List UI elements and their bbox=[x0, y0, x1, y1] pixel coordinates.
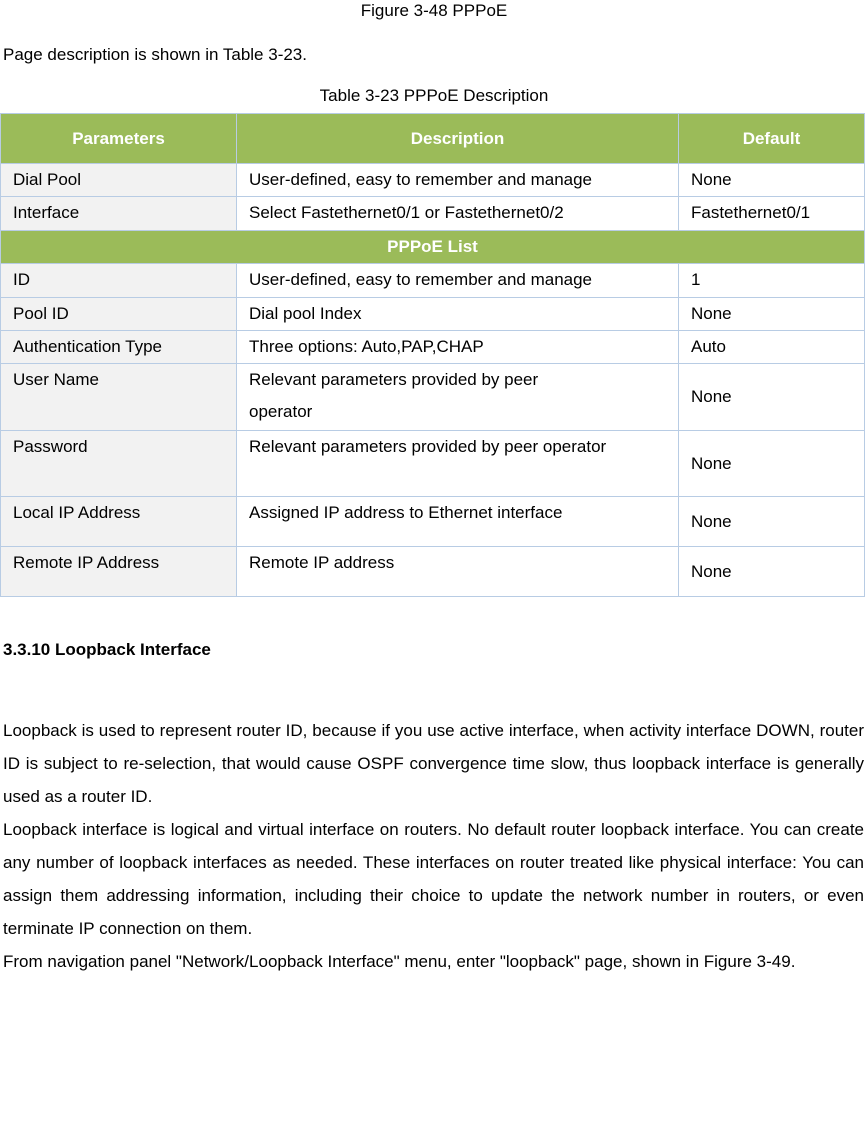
param-cell: User Name bbox=[1, 364, 237, 431]
default-cell: None bbox=[679, 364, 865, 431]
param-cell: Authentication Type bbox=[1, 331, 237, 364]
param-cell: Local IP Address bbox=[1, 497, 237, 547]
param-cell: Pool ID bbox=[1, 298, 237, 331]
description-cell: Dial pool Index bbox=[237, 298, 679, 331]
default-cell: None bbox=[679, 298, 865, 331]
paragraph: Loopback is used to represent router ID, because if you use active interface, when activity interface DOWN, router ID is subject to re-selection, that would cause OSPF convergence time slow, thus loopback interface is generally used as a router ID. bbox=[3, 721, 864, 806]
body-text bbox=[3, 714, 864, 978]
description-cell: Three options: Auto,PAP,CHAP bbox=[237, 331, 679, 364]
default-cell: None bbox=[679, 431, 865, 497]
paragraph: Loopback interface is logical and virtual interface on routers. No default router loopback interface. You can create any number of loopback interfaces as needed. These interfaces on router treated like physical interface: You can assign them addressing information, including their choice to update the network number in routers, or even terminate IP connection on them. bbox=[3, 820, 864, 938]
param-cell: Dial Pool bbox=[1, 164, 237, 197]
header-default: Default bbox=[679, 114, 865, 164]
description-cell: User-defined, easy to remember and manage bbox=[237, 264, 679, 298]
section-pppoe-list: PPPoE List bbox=[1, 231, 865, 264]
default-cell: None bbox=[679, 547, 865, 597]
table-caption: Table 3-23 PPPoE Description bbox=[319, 86, 549, 105]
pppoe-description-table bbox=[0, 113, 865, 597]
description-cell: Relevant parameters provided by peer operator bbox=[237, 431, 679, 497]
default-cell: None bbox=[679, 164, 865, 197]
table-row bbox=[1, 497, 865, 547]
section-row bbox=[1, 231, 865, 264]
table-row bbox=[1, 431, 865, 497]
default-cell: 1 bbox=[679, 264, 865, 298]
section-heading: 3.3.10 Loopback Interface bbox=[3, 640, 211, 659]
param-cell: Password bbox=[1, 431, 237, 497]
description-cell: Relevant parameters provided by peer operator bbox=[237, 364, 679, 431]
description-cell: Select Fastethernet0/1 or Fastethernet0/2 bbox=[237, 197, 679, 231]
intro-text: Page description is shown in Table 3-23. bbox=[3, 45, 307, 64]
default-cell: Auto bbox=[679, 331, 865, 364]
param-cell: Interface bbox=[1, 197, 237, 231]
table-row bbox=[1, 164, 865, 197]
default-cell: Fastethernet0/1 bbox=[679, 197, 865, 231]
table-row bbox=[1, 364, 865, 431]
description-cell: Remote IP address bbox=[237, 547, 679, 597]
table-header-row bbox=[1, 114, 865, 164]
paragraph: From navigation panel "Network/Loopback Interface" menu, enter "loopback" page, shown in Figure 3-49. bbox=[3, 952, 796, 971]
param-cell: Remote IP Address bbox=[1, 547, 237, 597]
table-row bbox=[1, 197, 865, 231]
table-row bbox=[1, 298, 865, 331]
description-cell: Assigned IP address to Ethernet interface bbox=[237, 497, 679, 547]
table-row bbox=[1, 331, 865, 364]
description-cell: User-defined, easy to remember and manage bbox=[237, 164, 679, 197]
figure-caption: Figure 3-48 PPPoE bbox=[360, 1, 508, 20]
header-parameters: Parameters bbox=[1, 114, 237, 164]
table-row bbox=[1, 264, 865, 298]
header-description: Description bbox=[237, 114, 679, 164]
param-cell: ID bbox=[1, 264, 237, 298]
default-cell: None bbox=[679, 497, 865, 547]
table-row bbox=[1, 547, 865, 597]
